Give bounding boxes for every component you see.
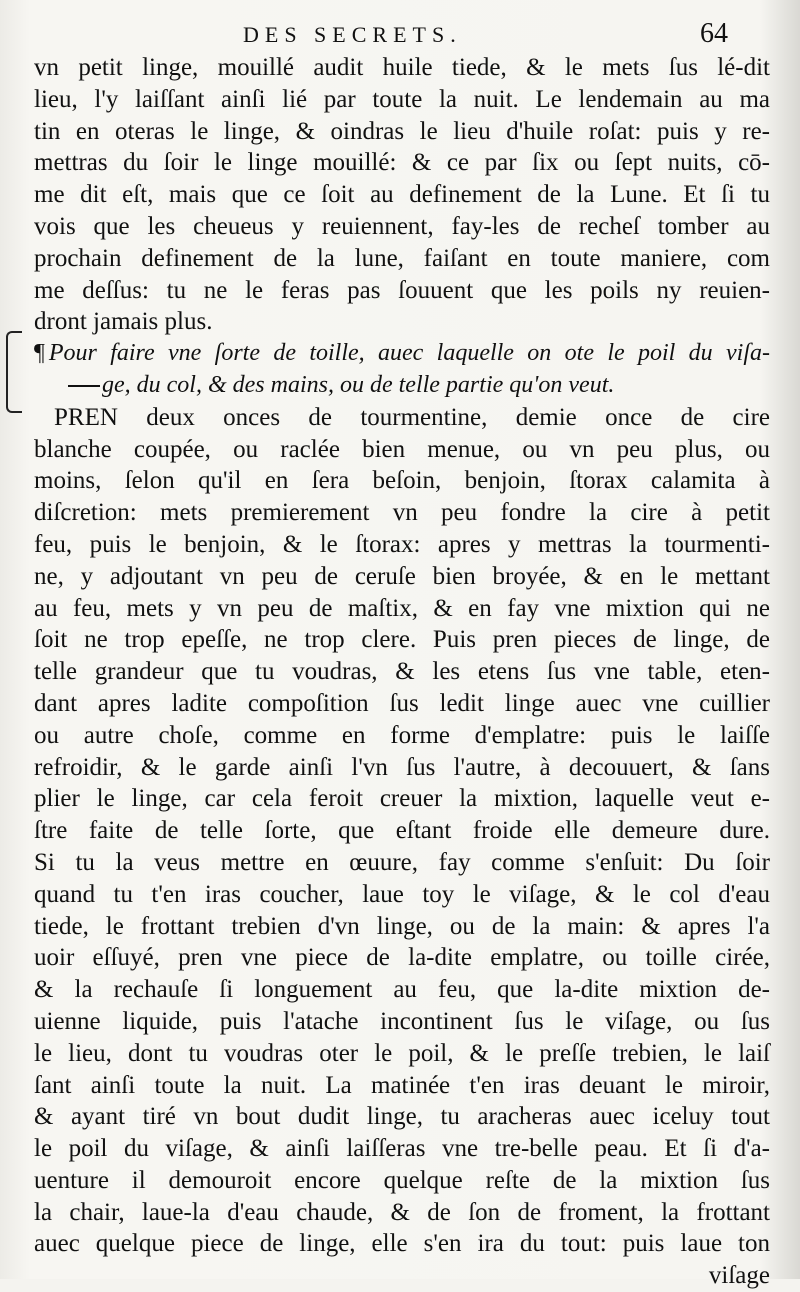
paragraph-line: le poil du viſage, & ainſi laiſſeras vne tre-belle peau. Et ſi d'a-: [34, 1135, 770, 1163]
text-line: vois que les cheueus y reuiennent, fay-les de recheſ tomber au: [34, 212, 770, 240]
paragraph-line: auec quelque piece de linge, elle s'en ira du tout: puis laue ton: [34, 1230, 770, 1258]
paragraph-line: & ayant tiré vn bout dudit linge, tu aracheras auec iceluy tout: [34, 1103, 770, 1131]
text-line: mettras du ſoir le linge mouillé: & ce par ſix ou ſept nuits, cō-: [34, 149, 770, 177]
heading-bracket: [6, 331, 22, 413]
paragraph-line: uienne liquide, puis l'atache incontinent ſus le viſage, ou ſus: [34, 1007, 770, 1035]
paragraph-line: ſoit ne trop epeſſe, ne trop clere. Puis pren pieces de linge, de: [34, 626, 770, 654]
paragraph-line: moins, ſelon qu'il en ſera beſoin, benjoin, ſtorax calamita à: [34, 467, 770, 495]
text-line: me dit eſt, mais que ce ſoit au definement de la Lune. Et ſi tu: [34, 181, 770, 209]
paragraph-line: ou autre choſe, comme en forme d'emplatre: puis le laiſſe: [34, 721, 770, 749]
paragraph-line: refroidir, & le garde ainſi l'vn ſus l'autre, à decouuert, & ſans: [34, 753, 770, 781]
paragraph-line: tiede, le frottant trebien d'vn linge, ou de la main: & apres l'a: [34, 912, 770, 940]
paragraph-line: feu, puis le benjoin, & le ſtorax: apres y mettras la tourmenti-: [34, 530, 770, 558]
section-heading-text: Pour faire vne ſorte de toille, auec laquelle on ote le poil du viſa-: [48, 340, 770, 367]
text-line: prochain definement de la lune, faiſant en toute maniere, com: [34, 244, 770, 272]
text-line: tin en oteras le linge, & oindras le lieu d'huile roſat: puis y re-: [34, 117, 770, 145]
catchword: viſage: [708, 1262, 770, 1290]
heading-dash: [68, 385, 100, 387]
paragraph-line: uenture il demouroit encore quelque reſte de la mixtion ſus: [34, 1166, 770, 1194]
paragraph-line: au feu, mets y vn peu de maſtix, & en fay vne mixtion qui ne: [34, 594, 770, 622]
page-number: 64: [700, 18, 728, 49]
section-heading-line-1: [34, 338, 770, 370]
section-heading-text: ge, du col, & des mains, ou de telle partie qu'on veut.: [102, 371, 615, 398]
paragraph-line: dant apres ladite compoſition ſus ledit linge auec vne cuillier: [34, 689, 770, 717]
text-line: lieu, l'y laiſſant ainſi lié par toute la nuit. Le lendemain au ma: [34, 85, 770, 113]
paragraph-line: & la rechauſe ſi longuement au feu, que la-dite mixtion de-: [34, 976, 770, 1004]
page-header: [0, 14, 800, 54]
paragraph-line: ſant ainſi toute la nuit. La matinée t'en iras deuant le miroir,: [34, 1071, 770, 1099]
pilcrow-mark: ¶: [34, 340, 45, 367]
page-body: [34, 52, 770, 1292]
paragraph-line: diſcretion: mets premierement vn peu fondre la cire à petit: [34, 499, 770, 527]
running-head: DES SECRETS.: [243, 22, 462, 47]
paragraph-line: Si tu la veus mettre en œuure, fay comme s'enſuit: Du ſoir: [34, 848, 770, 876]
paragraph-line: uoir eſſuyé, pren vne piece de la-dite emplatre, ou toille cirée,: [34, 944, 770, 972]
paragraph-line: telle grandeur que tu voudras, & les etens ſus vne table, eten-: [34, 658, 770, 686]
text-line: me deſſus: tu ne le feras pas ſouuent que les poils ny reuien-: [34, 276, 770, 304]
paragraph-line: la chair, laue-la d'eau chaude, & de ſon de froment, la frottant: [34, 1198, 770, 1226]
paragraph-line: plier le linge, car cela feroit creuer la mixtion, laquelle veut e-: [34, 785, 770, 813]
text-line: vn petit linge, mouillé audit huile tiede, & le mets ſus lé-dit: [34, 54, 770, 81]
paragraph-line: PREN deux onces de tourmentine, demie once de cire: [54, 403, 770, 431]
paragraph-line: ne, y adjoutant vn peu de ceruſe bien broyée, & en le mettant: [34, 562, 770, 590]
paragraph-line: quand tu t'en iras coucher, laue toy le viſage, & le col d'eau: [34, 880, 770, 908]
section-heading-line-2: [34, 370, 770, 402]
text-line: dront jamais plus.: [34, 308, 213, 336]
paragraph-line: blanche coupée, ou raclée bien menue, ou vn peu plus, ou: [34, 435, 770, 463]
paragraph-line: le lieu, dont tu voudras oter le poil, & le preſſe trebien, le laiſ: [34, 1039, 770, 1067]
paragraph-line: ſtre faite de telle ſorte, que eſtant froide elle demeure dure.: [34, 817, 770, 845]
